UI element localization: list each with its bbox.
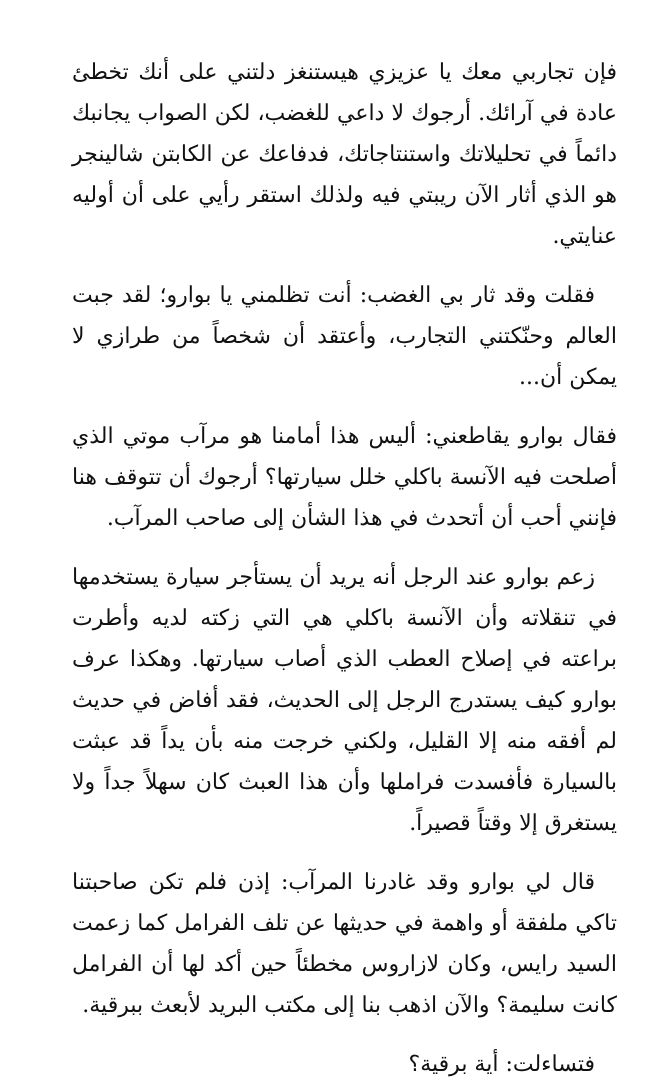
book-page [72,52,617,1085]
paragraph-3: فقال بوارو يقاطعني: أليس هذا أمامنا هو مرآب موتي الذي أصلحت فيه الآنسة باكلي خلل سيارتها؟ أرجوك أن تتوقف هنا فإنني أحب أن أتحدث في هذا الشأن إلى صاحب المرآب. [72,424,617,531]
paragraph-5: قال لي بوارو وقد غادرنا المرآب: إذن فلم تكن صاحبتنا تاكي ملفقة أو واهمة في حديثها عن تلف الفرامل كما زعمت السيد رايس، وكان لازاروس مخطئاً حين أكد لها أن الفرامل كانت سليمة؟ والآن اذهب بنا إلى مكتب البريد لأبعث ببرقية. [72,870,617,1018]
paragraph-6: فتساءلت: أية برقية؟ [408,1052,595,1077]
paragraph-4: زعم بوارو عند الرجل أنه يريد أن يستأجر سيارة يستخدمها في تنقلاته وأن الآنسة باكلي هي التي زكته لديه وأطرت براعته في إصلاح العطب الذي أصاب سيارتها. وهكذا عرف بوارو كيف يستدرج الرجل إلى الحديث، فقد أفاض في حديث لم أفقه منه إلا القليل، ولكني خرجت منه بأن يداً قد عبثت بالسيارة فأفسدت فراملها وأن هذا العبث كان سهلاً جداً ولا يستغرق إلا وقتاً قصيراً. [72,565,617,836]
paragraph-1: فإن تجاربي معك يا عزيزي هيستنغز دلتني على أنك تخطئ عادة في آرائك. أرجوك لا داعي للغضب، لكن الصواب يجانبك دائماً في تحليلاتك واستنتاجاتك، فدفاعك عن الكابتن شالينجر هو الذي أثار الآن ريبتي فيه ولذلك استقر رأيي على أن أوليه عنايتي. [72,60,617,249]
paragraph-2: فقلت وقد ثار بي الغضب: أنت تظلمني يا بوارو؛ لقد جبت العالم وحنّكتني التجارب، وأعتقد أن شخصاً من طرازي لا يمكن أن... [72,283,617,390]
